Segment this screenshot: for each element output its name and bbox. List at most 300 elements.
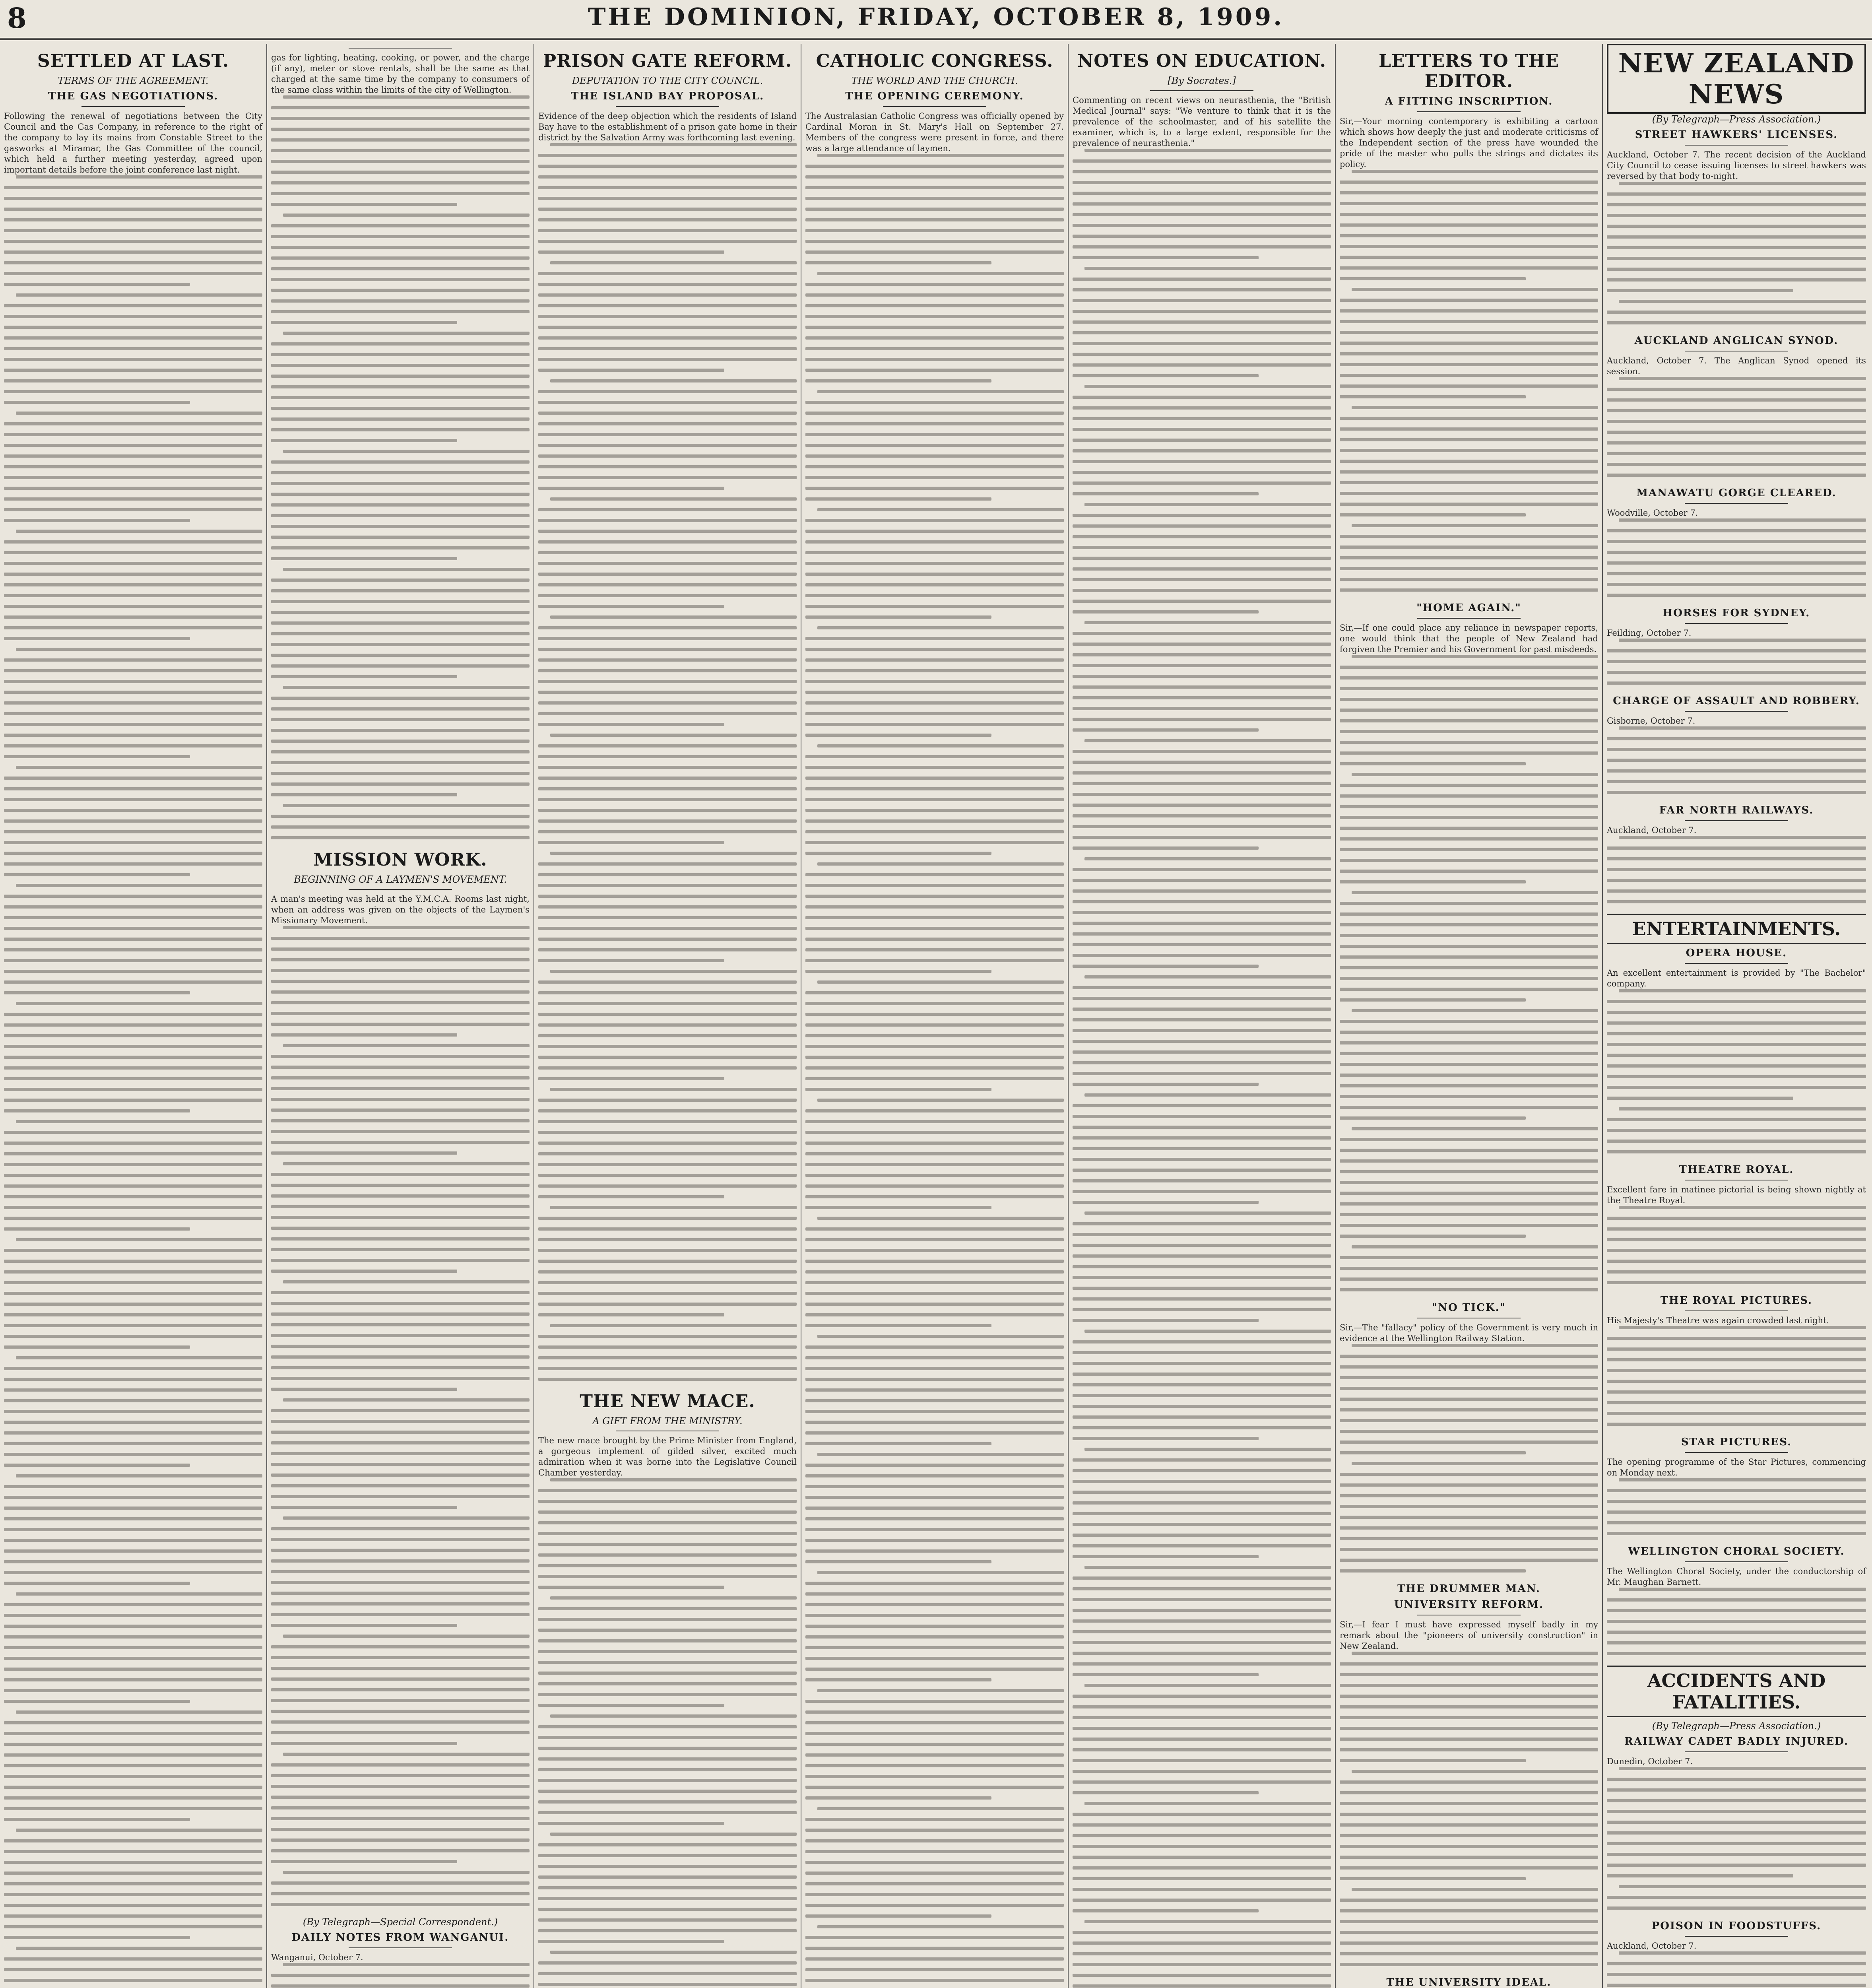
text-line bbox=[271, 1688, 530, 1691]
text-line bbox=[1073, 997, 1331, 1000]
text-line bbox=[1607, 868, 1866, 871]
text-line bbox=[538, 1972, 797, 1975]
text-line bbox=[1084, 621, 1331, 624]
text-line bbox=[1352, 288, 1598, 291]
text-line bbox=[271, 256, 530, 260]
text-line bbox=[271, 246, 530, 249]
text-line bbox=[805, 1839, 1064, 1842]
text-line bbox=[538, 991, 797, 994]
text-line bbox=[805, 959, 1064, 962]
text-line bbox=[1340, 1170, 1598, 1173]
text-line bbox=[805, 1893, 1064, 1896]
text-line bbox=[1340, 1084, 1598, 1087]
text-line bbox=[1340, 1181, 1598, 1184]
text-line bbox=[550, 734, 797, 737]
text-line bbox=[1073, 1673, 1259, 1676]
text-line bbox=[4, 1603, 262, 1606]
text-line bbox=[1607, 1778, 1866, 1781]
text-line bbox=[538, 766, 797, 769]
nz-news-banner bbox=[1607, 44, 1866, 114]
text-line bbox=[805, 605, 1064, 608]
text-line bbox=[1352, 1009, 1598, 1012]
text-line bbox=[1607, 409, 1866, 412]
text-line bbox=[283, 1963, 530, 1966]
text-line bbox=[1607, 1238, 1866, 1241]
text-line bbox=[1073, 567, 1331, 571]
text-line bbox=[1073, 879, 1331, 882]
text-line bbox=[1073, 1888, 1331, 1891]
text-line bbox=[16, 1474, 262, 1477]
text-line bbox=[1073, 707, 1331, 710]
text-line bbox=[1073, 1126, 1331, 1129]
text-line bbox=[4, 1023, 262, 1027]
text-line bbox=[1073, 1061, 1331, 1064]
text-line bbox=[271, 289, 530, 292]
text-line bbox=[1340, 342, 1598, 345]
text-line bbox=[538, 1270, 797, 1274]
subheadline: THEATRE ROYAL. bbox=[1679, 1164, 1794, 1176]
text-line bbox=[538, 272, 797, 275]
text-line bbox=[4, 1743, 262, 1746]
text-line bbox=[283, 1635, 530, 1638]
text-line bbox=[1607, 268, 1866, 271]
text-line bbox=[4, 1270, 262, 1274]
text-line bbox=[1607, 1652, 1866, 1655]
text-line bbox=[1073, 1147, 1331, 1150]
text-line bbox=[1340, 363, 1598, 366]
text-line bbox=[1340, 784, 1598, 787]
text-line bbox=[1073, 1458, 1331, 1462]
text-line bbox=[1073, 224, 1331, 227]
text-line bbox=[805, 615, 991, 619]
text-line bbox=[271, 460, 530, 464]
text-line bbox=[4, 1678, 262, 1681]
text-line bbox=[4, 1324, 262, 1327]
text-line bbox=[1084, 1802, 1331, 1805]
text-line bbox=[538, 401, 797, 404]
text-line bbox=[805, 422, 1064, 425]
text-line bbox=[4, 487, 262, 490]
text-line bbox=[1073, 1008, 1331, 1011]
text-line bbox=[16, 648, 262, 651]
text-line bbox=[805, 787, 1064, 790]
text-line bbox=[271, 1538, 530, 1541]
text-line bbox=[271, 1130, 530, 1133]
subheadline: "HOME AGAIN." bbox=[1416, 602, 1521, 614]
text-line bbox=[805, 1968, 1064, 1971]
text-line bbox=[1073, 1190, 1331, 1193]
text-line bbox=[271, 1974, 530, 1977]
text-line bbox=[1619, 836, 1866, 839]
text-line bbox=[538, 873, 797, 876]
section-heading: ENTERTAINMENTS. bbox=[1607, 914, 1866, 944]
text-line bbox=[1607, 583, 1866, 586]
article bbox=[805, 51, 1067, 1988]
text-line bbox=[805, 1292, 1064, 1295]
text-line bbox=[538, 326, 797, 329]
text-line bbox=[805, 1410, 1064, 1413]
text-line bbox=[271, 1806, 530, 1809]
text-line bbox=[1073, 664, 1331, 667]
text-line bbox=[1340, 1662, 1598, 1666]
text-line bbox=[1073, 170, 1331, 173]
text-line bbox=[805, 1947, 1064, 1950]
text-line bbox=[1607, 1831, 1866, 1835]
headline: PRISON GATE REFORM. bbox=[543, 51, 792, 71]
article-lead: Sir,—I fear I must have expressed myself badly in my remark about the "pioneers of university construction" in New Zealand. bbox=[1340, 1620, 1601, 1651]
text-line bbox=[538, 1313, 724, 1316]
text-line bbox=[4, 1893, 262, 1896]
article-lead: The Wellington Choral Society, under the conductorship of Mr. Maughan Barnett. bbox=[1607, 1567, 1869, 1587]
text-line bbox=[1340, 256, 1598, 259]
nz-news-title: NEW ZEALAND NEWS bbox=[1618, 48, 1855, 110]
text-line bbox=[1340, 1684, 1598, 1687]
text-line bbox=[1340, 1224, 1598, 1227]
masthead bbox=[0, 0, 1872, 40]
text-line bbox=[1607, 398, 1866, 402]
divider bbox=[1685, 145, 1789, 146]
text-line bbox=[805, 379, 991, 382]
text-line bbox=[1340, 299, 1598, 302]
text-line bbox=[271, 525, 530, 528]
text-line bbox=[271, 149, 530, 152]
text-line bbox=[538, 444, 797, 447]
text-line bbox=[538, 1099, 797, 1102]
text-line bbox=[550, 1206, 797, 1209]
text-line bbox=[1340, 1813, 1598, 1816]
text-line bbox=[1073, 1813, 1331, 1816]
article-lead: Dunedin, October 7. bbox=[1607, 1757, 1693, 1766]
article-body-lines bbox=[538, 1478, 797, 1988]
text-line bbox=[271, 428, 530, 431]
text-line bbox=[817, 1807, 1064, 1810]
text-line bbox=[817, 1689, 1064, 1692]
text-line bbox=[1073, 1222, 1331, 1225]
text-line bbox=[271, 503, 530, 507]
text-line bbox=[1619, 518, 1866, 522]
text-line bbox=[4, 959, 262, 962]
text-line bbox=[1340, 730, 1598, 733]
text-line bbox=[4, 1635, 262, 1639]
text-line bbox=[271, 1366, 530, 1369]
text-line bbox=[538, 422, 797, 425]
text-line bbox=[1073, 192, 1331, 195]
text-line bbox=[1340, 676, 1598, 679]
text-line bbox=[538, 594, 797, 597]
text-line bbox=[538, 1983, 797, 1986]
text-line bbox=[1073, 546, 1331, 549]
article bbox=[1607, 914, 1869, 1153]
text-line bbox=[1607, 1217, 1866, 1220]
text-line bbox=[805, 358, 1064, 361]
text-line bbox=[1607, 681, 1866, 685]
text-line bbox=[1340, 1430, 1598, 1433]
text-line bbox=[805, 454, 1064, 458]
article-lead: Gisborne, October 7. bbox=[1607, 716, 1695, 726]
text-line bbox=[538, 336, 797, 340]
text-line bbox=[1340, 998, 1526, 1002]
article-body-lines bbox=[1607, 836, 1866, 903]
article bbox=[1340, 1302, 1601, 1573]
text-line bbox=[283, 1516, 530, 1520]
text-line bbox=[1340, 1441, 1598, 1444]
text-line bbox=[1340, 741, 1598, 744]
text-line bbox=[1607, 214, 1866, 217]
text-line bbox=[4, 1507, 262, 1510]
text-line bbox=[4, 1796, 262, 1800]
text-line bbox=[1073, 1952, 1331, 1955]
text-line bbox=[283, 1162, 530, 1165]
text-line bbox=[1619, 1951, 1866, 1955]
text-line bbox=[4, 1367, 262, 1370]
text-line bbox=[1073, 1941, 1331, 1945]
divider bbox=[1685, 1561, 1789, 1562]
byline: (By Telegraph—Press Association.) bbox=[1652, 1720, 1821, 1732]
byline: BEGINNING OF A LAYMEN'S MOVEMENT. bbox=[294, 874, 507, 885]
text-line bbox=[1073, 1340, 1331, 1343]
subheadline: THE OPENING CEREMONY. bbox=[845, 90, 1024, 102]
text-line bbox=[805, 1260, 1064, 1263]
text-line bbox=[817, 1335, 1064, 1338]
text-line bbox=[4, 1152, 262, 1155]
subheadline: OPERA HOUSE. bbox=[1686, 947, 1787, 959]
text-line bbox=[271, 1270, 457, 1273]
text-line bbox=[4, 1485, 262, 1488]
text-line bbox=[1073, 1695, 1331, 1698]
text-line bbox=[4, 1668, 262, 1671]
text-line bbox=[4, 1646, 262, 1649]
text-line bbox=[4, 401, 190, 404]
text-line bbox=[550, 1324, 797, 1327]
text-line bbox=[1073, 1018, 1331, 1021]
text-line bbox=[1073, 1931, 1331, 1934]
text-line bbox=[4, 605, 262, 608]
text-line bbox=[1073, 417, 1331, 420]
text-line bbox=[1352, 1888, 1598, 1891]
text-line bbox=[1340, 1673, 1598, 1676]
text-line bbox=[538, 1002, 797, 1005]
text-line bbox=[538, 723, 724, 726]
text-line bbox=[271, 557, 457, 560]
text-line bbox=[538, 208, 797, 211]
text-line bbox=[1073, 675, 1331, 678]
text-line bbox=[805, 873, 1064, 876]
text-line bbox=[4, 1582, 190, 1585]
text-line bbox=[1340, 1705, 1598, 1708]
text-line bbox=[271, 1624, 457, 1627]
text-line bbox=[4, 476, 262, 479]
article-lead: Woodville, October 7. bbox=[1607, 508, 1698, 518]
text-line bbox=[4, 1517, 262, 1520]
text-line bbox=[1073, 1641, 1331, 1644]
text-line bbox=[1073, 1727, 1331, 1730]
text-line bbox=[271, 514, 530, 517]
text-line bbox=[1607, 203, 1866, 206]
text-line bbox=[271, 1785, 530, 1788]
text-line bbox=[805, 540, 1064, 544]
text-line bbox=[1073, 406, 1331, 410]
text-line bbox=[4, 519, 190, 522]
text-line bbox=[1340, 912, 1598, 916]
text-line bbox=[1073, 793, 1331, 796]
text-line bbox=[4, 1850, 262, 1853]
text-line bbox=[1340, 1834, 1598, 1837]
text-line bbox=[805, 1635, 1064, 1639]
text-line bbox=[1619, 1588, 1866, 1591]
text-line bbox=[817, 1571, 1064, 1574]
text-line bbox=[1073, 932, 1331, 936]
article bbox=[1607, 607, 1866, 685]
text-line bbox=[1084, 857, 1331, 860]
text-line bbox=[4, 1464, 190, 1467]
text-line bbox=[1340, 320, 1598, 323]
text-line bbox=[283, 804, 530, 807]
text-line bbox=[1073, 1050, 1331, 1054]
text-line bbox=[1340, 331, 1598, 334]
text-line bbox=[538, 1543, 797, 1546]
text-line bbox=[4, 744, 262, 747]
text-line bbox=[1073, 986, 1331, 989]
text-line bbox=[271, 1484, 530, 1487]
text-line bbox=[805, 1528, 1064, 1531]
column-1 bbox=[0, 44, 267, 1988]
text-line bbox=[1340, 1759, 1526, 1762]
text-line bbox=[1073, 202, 1331, 206]
text-line bbox=[1073, 1544, 1331, 1547]
text-line bbox=[271, 1549, 530, 1552]
text-line bbox=[271, 707, 530, 711]
text-line bbox=[817, 1453, 1064, 1456]
text-line bbox=[1340, 1213, 1598, 1216]
text-line bbox=[1340, 719, 1598, 722]
text-line bbox=[4, 798, 262, 801]
text-line bbox=[1340, 567, 1598, 570]
text-line bbox=[271, 1570, 530, 1573]
text-line bbox=[1607, 1896, 1866, 1899]
text-line bbox=[4, 873, 190, 876]
text-line bbox=[805, 970, 991, 973]
headline: CATHOLIC CONGRESS. bbox=[816, 51, 1053, 71]
text-line bbox=[271, 1656, 530, 1659]
text-line bbox=[271, 1763, 530, 1767]
text-line bbox=[805, 1507, 1064, 1510]
text-line bbox=[1340, 481, 1598, 484]
text-line bbox=[271, 1742, 457, 1745]
text-line bbox=[538, 1227, 797, 1231]
text-line bbox=[4, 991, 190, 994]
text-line bbox=[1607, 1412, 1866, 1415]
text-line bbox=[4, 1034, 262, 1037]
text-line bbox=[4, 1345, 190, 1349]
subheadline: "NO TICK." bbox=[1432, 1302, 1506, 1314]
text-line bbox=[805, 1657, 1064, 1660]
text-line bbox=[283, 332, 530, 335]
text-line bbox=[271, 1474, 530, 1477]
text-line bbox=[271, 471, 530, 474]
text-line bbox=[1340, 966, 1598, 969]
article-lead: Commenting on recent views on neurasthenia, the "British Medical Journal" says: "We venture to think that it is the prevalence of the schoolmaster, and of his satellite the examiner, which is, to a large extent, responsible for the prevalence of neurasthenia." bbox=[1073, 95, 1334, 148]
text-line bbox=[1073, 524, 1331, 528]
text-line bbox=[271, 1355, 530, 1359]
text-line bbox=[1073, 1909, 1259, 1912]
text-line bbox=[805, 562, 1064, 565]
text-line bbox=[4, 948, 262, 951]
text-line bbox=[538, 250, 724, 254]
text-line bbox=[805, 1560, 991, 1563]
text-line bbox=[271, 342, 530, 346]
text-line bbox=[538, 1163, 797, 1166]
text-line bbox=[4, 1313, 262, 1316]
text-line bbox=[805, 734, 991, 737]
text-line bbox=[1607, 1347, 1866, 1351]
text-line bbox=[271, 1001, 530, 1004]
text-line bbox=[538, 540, 797, 544]
text-line bbox=[1607, 671, 1866, 674]
text-line bbox=[1073, 1179, 1331, 1182]
text-line bbox=[538, 175, 797, 179]
text-line bbox=[4, 680, 262, 683]
text-line bbox=[1340, 1748, 1598, 1751]
text-line bbox=[1340, 1277, 1598, 1281]
text-line bbox=[16, 1356, 262, 1359]
text-line bbox=[805, 1421, 1064, 1424]
text-line bbox=[805, 1195, 1064, 1198]
text-line bbox=[805, 1829, 1064, 1832]
text-line bbox=[271, 106, 530, 109]
text-line bbox=[538, 938, 797, 941]
text-line bbox=[4, 1496, 262, 1499]
article bbox=[271, 1916, 530, 1988]
text-line bbox=[283, 450, 530, 453]
text-line bbox=[4, 433, 262, 436]
text-line bbox=[1073, 1587, 1331, 1590]
text-line bbox=[1340, 1473, 1598, 1476]
text-line bbox=[538, 1865, 797, 1868]
divider bbox=[349, 48, 452, 49]
text-line bbox=[16, 1710, 262, 1714]
article-lead: Sir,—If one could place any reliance in newspaper reports, one would think that the people of New Zealand had forgiven the Premier and his Government for past misdeeds. bbox=[1340, 623, 1601, 654]
text-line bbox=[805, 1904, 1064, 1907]
text-line bbox=[805, 1796, 991, 1800]
text-line bbox=[4, 1206, 262, 1209]
text-line bbox=[805, 1936, 1064, 1939]
text-line bbox=[805, 229, 1064, 232]
text-line bbox=[1340, 1877, 1526, 1880]
text-line bbox=[817, 508, 1064, 511]
text-line bbox=[271, 1881, 530, 1885]
text-line bbox=[538, 530, 797, 533]
text-line bbox=[4, 1399, 262, 1402]
subheadline: CHARGE OF ASSAULT AND ROBBERY. bbox=[1613, 695, 1860, 707]
text-line bbox=[1073, 481, 1331, 485]
text-line bbox=[1073, 589, 1331, 592]
text-line bbox=[1607, 246, 1866, 249]
headline: LETTERS TO THE EDITOR. bbox=[1379, 51, 1559, 91]
text-line bbox=[4, 261, 262, 264]
text-line bbox=[271, 1817, 530, 1820]
text-line bbox=[1340, 1505, 1598, 1508]
text-line bbox=[538, 637, 797, 640]
text-line bbox=[805, 444, 1064, 447]
text-line bbox=[1340, 709, 1598, 712]
text-line bbox=[538, 1345, 797, 1349]
article bbox=[1607, 1920, 1866, 1988]
article-lead: The Australasian Catholic Congress was officially opened by Cardinal Moran in St. Mary's Hall on September 27. Members of the congress were present in force, and there was a large attendance of laymen. bbox=[805, 111, 1067, 153]
text-line bbox=[1607, 1962, 1866, 1965]
text-line bbox=[1073, 1555, 1259, 1558]
text-line bbox=[271, 1645, 530, 1648]
text-line bbox=[1607, 1032, 1866, 1035]
